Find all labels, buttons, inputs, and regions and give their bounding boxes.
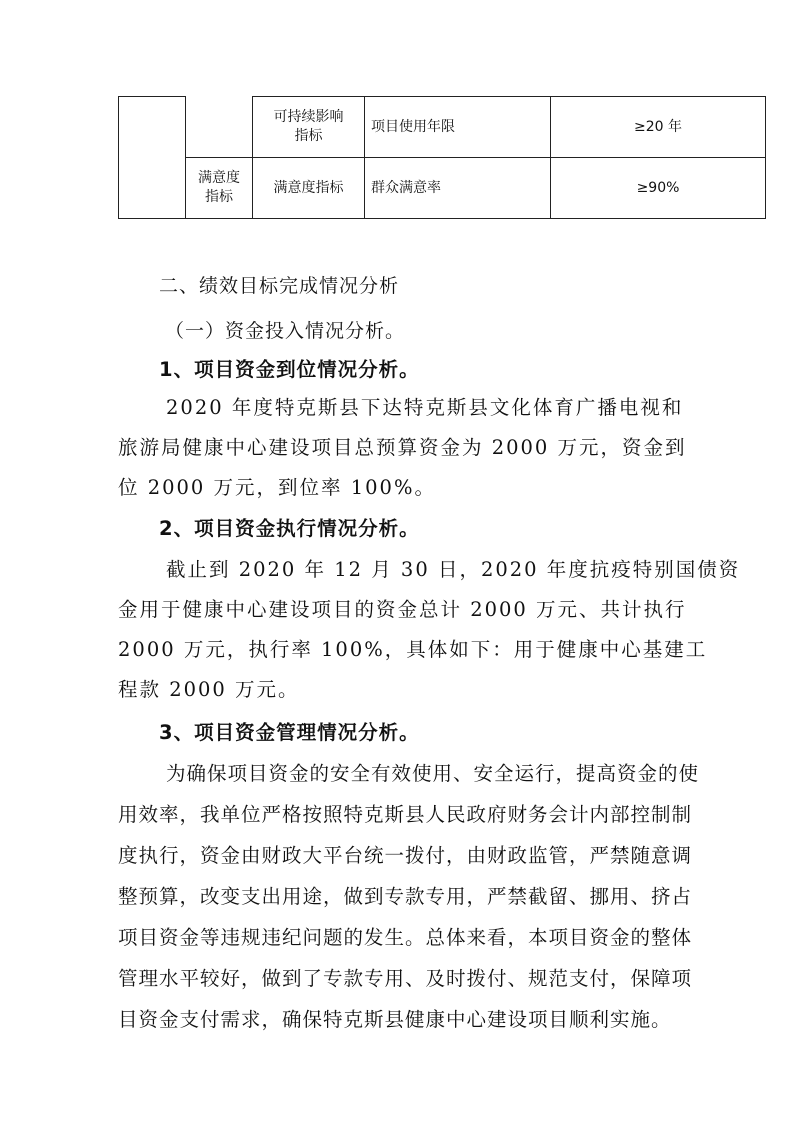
item1-heading: 1、项目资金到位情况分析。	[159, 358, 420, 381]
paragraph-line: 管理水平较好，做到了专款专用、及时拨付、规范支付，保障项	[118, 967, 693, 990]
table-cell-level2-empty	[186, 97, 253, 158]
table-row	[119, 97, 766, 158]
table-cell-indicator-value: ≥20 年	[551, 97, 766, 158]
subsection-heading: （一）资金投入情况分析。	[165, 320, 406, 342]
paragraph-line: 程款 2000 万元。	[118, 678, 300, 701]
item2-heading: 2、项目资金执行情况分析。	[159, 517, 420, 540]
indicator-table	[118, 96, 766, 219]
paragraph-line: 位 2000 万元，到位率 100%。	[118, 476, 436, 499]
table-cell-indicator-name: 项目使用年限	[365, 97, 551, 158]
paragraph-line: 项目资金等违规违纪问题的发生。总体来看，本项目资金的整体	[118, 926, 693, 949]
table-cell-satisfaction-indicator: 满意度指标	[253, 158, 365, 219]
paragraph-line: 截止到 2020 年 12 月 30 日，2020 年度抗疫特别国债资	[166, 558, 741, 581]
table-cell-satisfaction-category: 满意度 指标	[186, 158, 253, 219]
section-heading: 二、绩效目标完成情况分析	[159, 275, 400, 297]
paragraph-line: 目资金支付需求，确保特克斯县健康中心建设项目顺利实施。	[118, 1008, 672, 1031]
paragraph-line: 整预算，改变支出用途，做到专款专用，严禁截留、挪用、挤占	[118, 885, 693, 908]
paragraph-line: 2000 万元，执行率 100%，具体如下：用于健康中心基建工	[118, 638, 708, 661]
paragraph-line: 金用于健康中心建设项目的资金总计 2000 万元、共计执行	[118, 598, 687, 621]
item3-heading: 3、项目资金管理情况分析。	[159, 721, 420, 744]
table-cell-level1	[119, 97, 186, 219]
table-cell-indicator-name: 群众满意率	[365, 158, 551, 219]
paragraph-line: 用效率，我单位严格按照特克斯县人民政府财务会计内部控制制	[118, 803, 693, 826]
paragraph-line: 2020 年度特克斯县下达特克斯县文化体育广播电视和	[166, 396, 684, 419]
table-cell-indicator-value: ≥90%	[551, 158, 766, 219]
table-row	[119, 158, 766, 219]
paragraph-line: 旅游局健康中心建设项目总预算资金为 2000 万元，资金到	[118, 436, 687, 459]
paragraph-line: 度执行，资金由财政大平台统一拨付，由财政监管，严禁随意调	[118, 844, 693, 867]
paragraph-line: 为确保项目资金的安全有效使用、安全运行，提高资金的使	[166, 762, 700, 785]
table-cell-sustainability-indicator: 可持续影响 指标	[253, 97, 365, 158]
